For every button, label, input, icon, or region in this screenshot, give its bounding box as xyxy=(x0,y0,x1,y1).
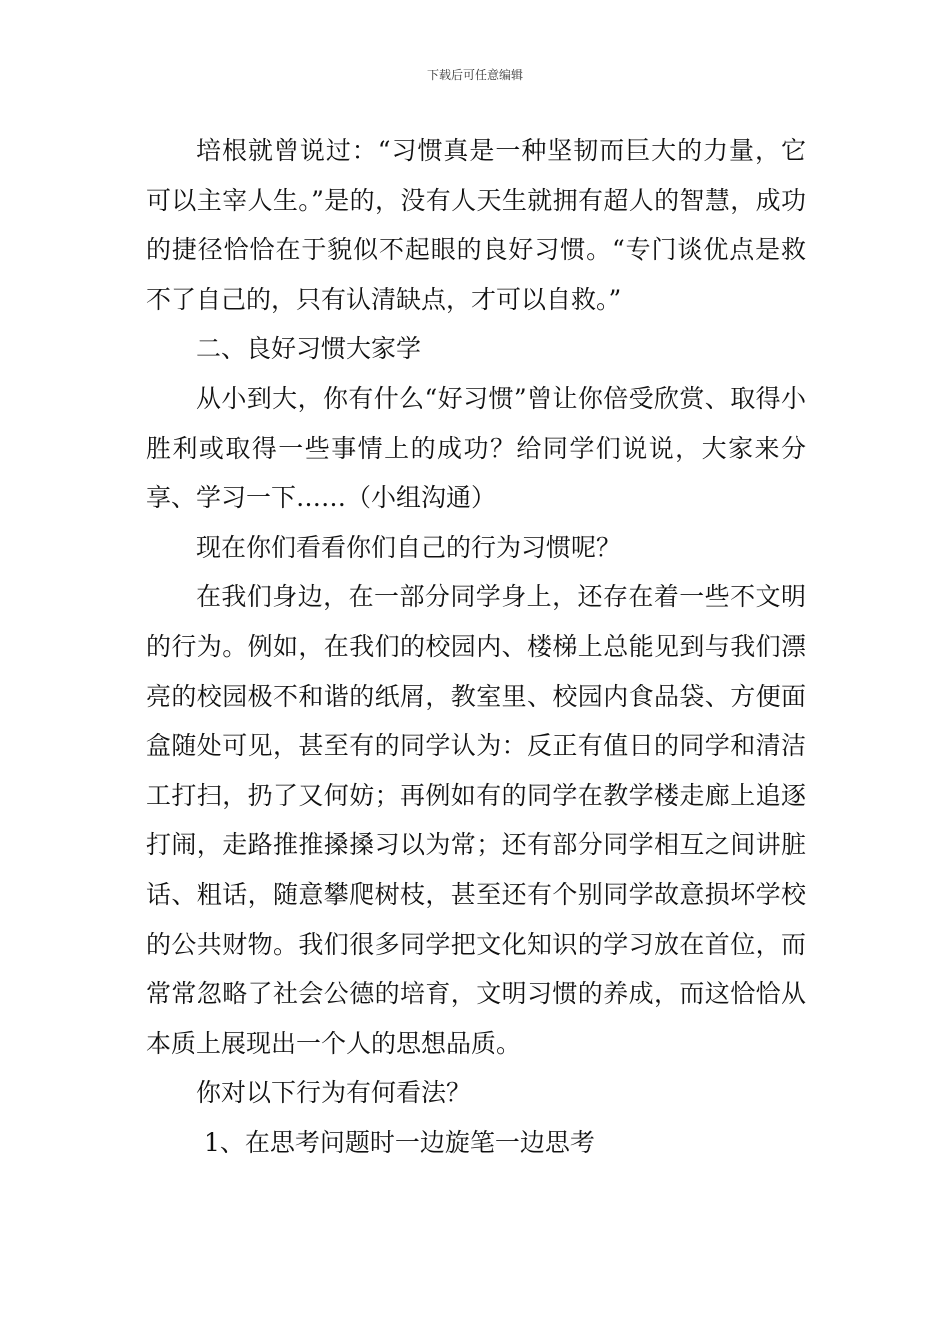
paragraph-question: 你对以下行为有何看法？ xyxy=(196,1078,472,1108)
page-header-note: 下载后可任意编辑 xyxy=(426,68,523,82)
section-heading-good-habits: 二、良好习惯大家学 xyxy=(196,334,422,364)
paragraph-look-at-yourselves: 现在你们看看你们自己的行为习惯呢？ xyxy=(196,532,622,562)
list-item-1: 1、在思考问题时一边旋笔一边思考 xyxy=(204,1127,595,1157)
paragraph-uncivilized-behavior: 在我们身边，在一部分同学身上，还存在着一些不文明的行为。例如，在我们的校园内、楼梯上总能见到与我们漂亮的校园极不和谐的纸屑，教室里、校园内食品袋、方便面盒随处可见，甚至有的同学认为：反正有值日的同学和清洁工打扫，扔了又何妨；再例如有的同学在教学楼走廊上追逐打闹，走路推推搡搡习以为常；还有部分同学相互之间讲脏话、粗话，随意攀爬树枝，甚至还有个别同学故意损坏学校的公共财物。我们很多同学把文化知识的学习放在首位，而常常忽略了社会公德的培育，文明习惯的养成，而这恰恰从本质上展现出一个人的思想品质。 xyxy=(146,582,806,1058)
document-body xyxy=(146,126,806,1167)
paragraph-bacon-quote: 培根就曾说过：“习惯真是一种坚韧而巨大的力量，它可以主宰人生。”是的，没有人天生就拥有超人的智慧，成功的捷径恰恰在于貌似不起眼的良好习惯。“专门谈优点是救不了自己的，只有认清缺点，才可以自救。” xyxy=(146,136,806,314)
paragraph-share-habits: 从小到大，你有什么“好习惯”曾让你倍受欣赏、取得小胜利或取得一些事情上的成功？给同学们说说，大家来分享、学习一下……（小组沟通） xyxy=(146,383,806,513)
